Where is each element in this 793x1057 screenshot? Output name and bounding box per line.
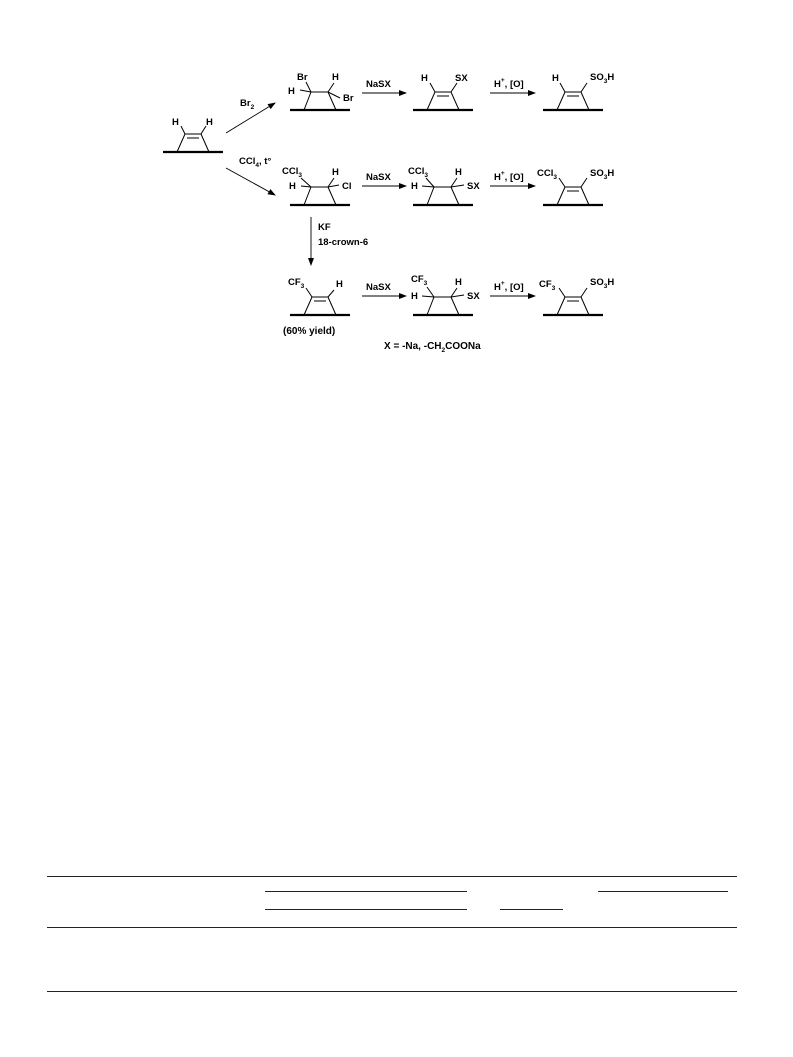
reagent-crown-ether: 18-crown-6 xyxy=(318,237,369,248)
group-cf3: $CF_3$ xyxy=(288,277,305,290)
group-so3h: $SO_3H$ xyxy=(590,72,615,85)
group-so3h: $SO_3H$ xyxy=(590,277,615,290)
atom-sx: SX xyxy=(467,181,480,192)
group-ccl3: CCl$_3$ xyxy=(537,168,557,181)
trichloromethyl-sulfonic-acid xyxy=(537,168,614,205)
atom-h: H xyxy=(288,86,295,97)
group-so3h: $SO_3H$ xyxy=(590,168,615,181)
group-ccl3: CCl$_3$ xyxy=(408,166,428,179)
atom-h: H xyxy=(206,117,213,128)
atom-h: H xyxy=(332,72,339,83)
group-cf3: $CF_3$ xyxy=(539,279,556,292)
atom-h: H xyxy=(289,181,296,192)
atom-h: H xyxy=(552,73,559,84)
trifluoromethyl-sulfonic-acid xyxy=(539,277,614,315)
atom-br: Br xyxy=(297,72,308,83)
trichloromethyl-sulfide xyxy=(408,166,480,205)
atom-h: H xyxy=(411,291,418,302)
atom-h: H xyxy=(332,167,339,178)
reagent-acid-oxidant: H+, [O] xyxy=(494,170,524,183)
trichloromethyl-chloride-adduct xyxy=(282,166,352,205)
atom-h: H xyxy=(455,277,462,288)
table-header-rule xyxy=(265,891,467,892)
dibromide xyxy=(288,72,354,110)
atom-sx: SX xyxy=(455,73,468,84)
table-header-rule xyxy=(500,909,563,910)
reagent-br2: $Br_2$ xyxy=(240,98,255,111)
yield-note: (60% yield) xyxy=(283,326,336,337)
table-bottom-rule xyxy=(47,991,737,992)
vinyl-sulfonic-acid xyxy=(543,72,614,110)
trifluoromethyl-sulfide xyxy=(411,274,480,315)
vinyl-sulfide xyxy=(413,73,473,110)
atom-cl: Cl xyxy=(342,181,352,192)
table-mid-rule xyxy=(47,927,737,928)
atom-h: H xyxy=(455,167,462,178)
reagent-ccl4: CCl$_4$, t° xyxy=(239,156,272,169)
reagent-nasx: NaSX xyxy=(366,172,391,183)
table-header-rule xyxy=(598,891,728,892)
atom-h: H xyxy=(411,181,418,192)
table-top-rule xyxy=(47,876,737,877)
group-ccl3: CCl$_3$ xyxy=(282,166,302,179)
reagent-acid-oxidant: H+, [O] xyxy=(494,280,524,293)
reagent-kf: KF xyxy=(318,222,331,233)
atom-h: H xyxy=(336,279,343,290)
x-definition: X = -Na, $-CH_2COONa$ xyxy=(384,341,481,354)
starting-alkene xyxy=(163,117,223,152)
reagent-nasx: NaSX xyxy=(366,79,391,90)
table-header-rule xyxy=(265,909,467,910)
group-cf3: $CF_3$ xyxy=(411,274,428,287)
atom-br: Br xyxy=(343,93,354,104)
atom-sx: SX xyxy=(467,291,480,302)
arrow-trichloromethylation xyxy=(226,168,275,195)
trifluoromethyl-alkene xyxy=(288,277,350,315)
reagent-nasx: NaSX xyxy=(366,282,391,293)
atom-h: H xyxy=(172,117,179,128)
atom-h: H xyxy=(421,73,428,84)
reagent-acid-oxidant: H+, [O] xyxy=(494,77,524,90)
